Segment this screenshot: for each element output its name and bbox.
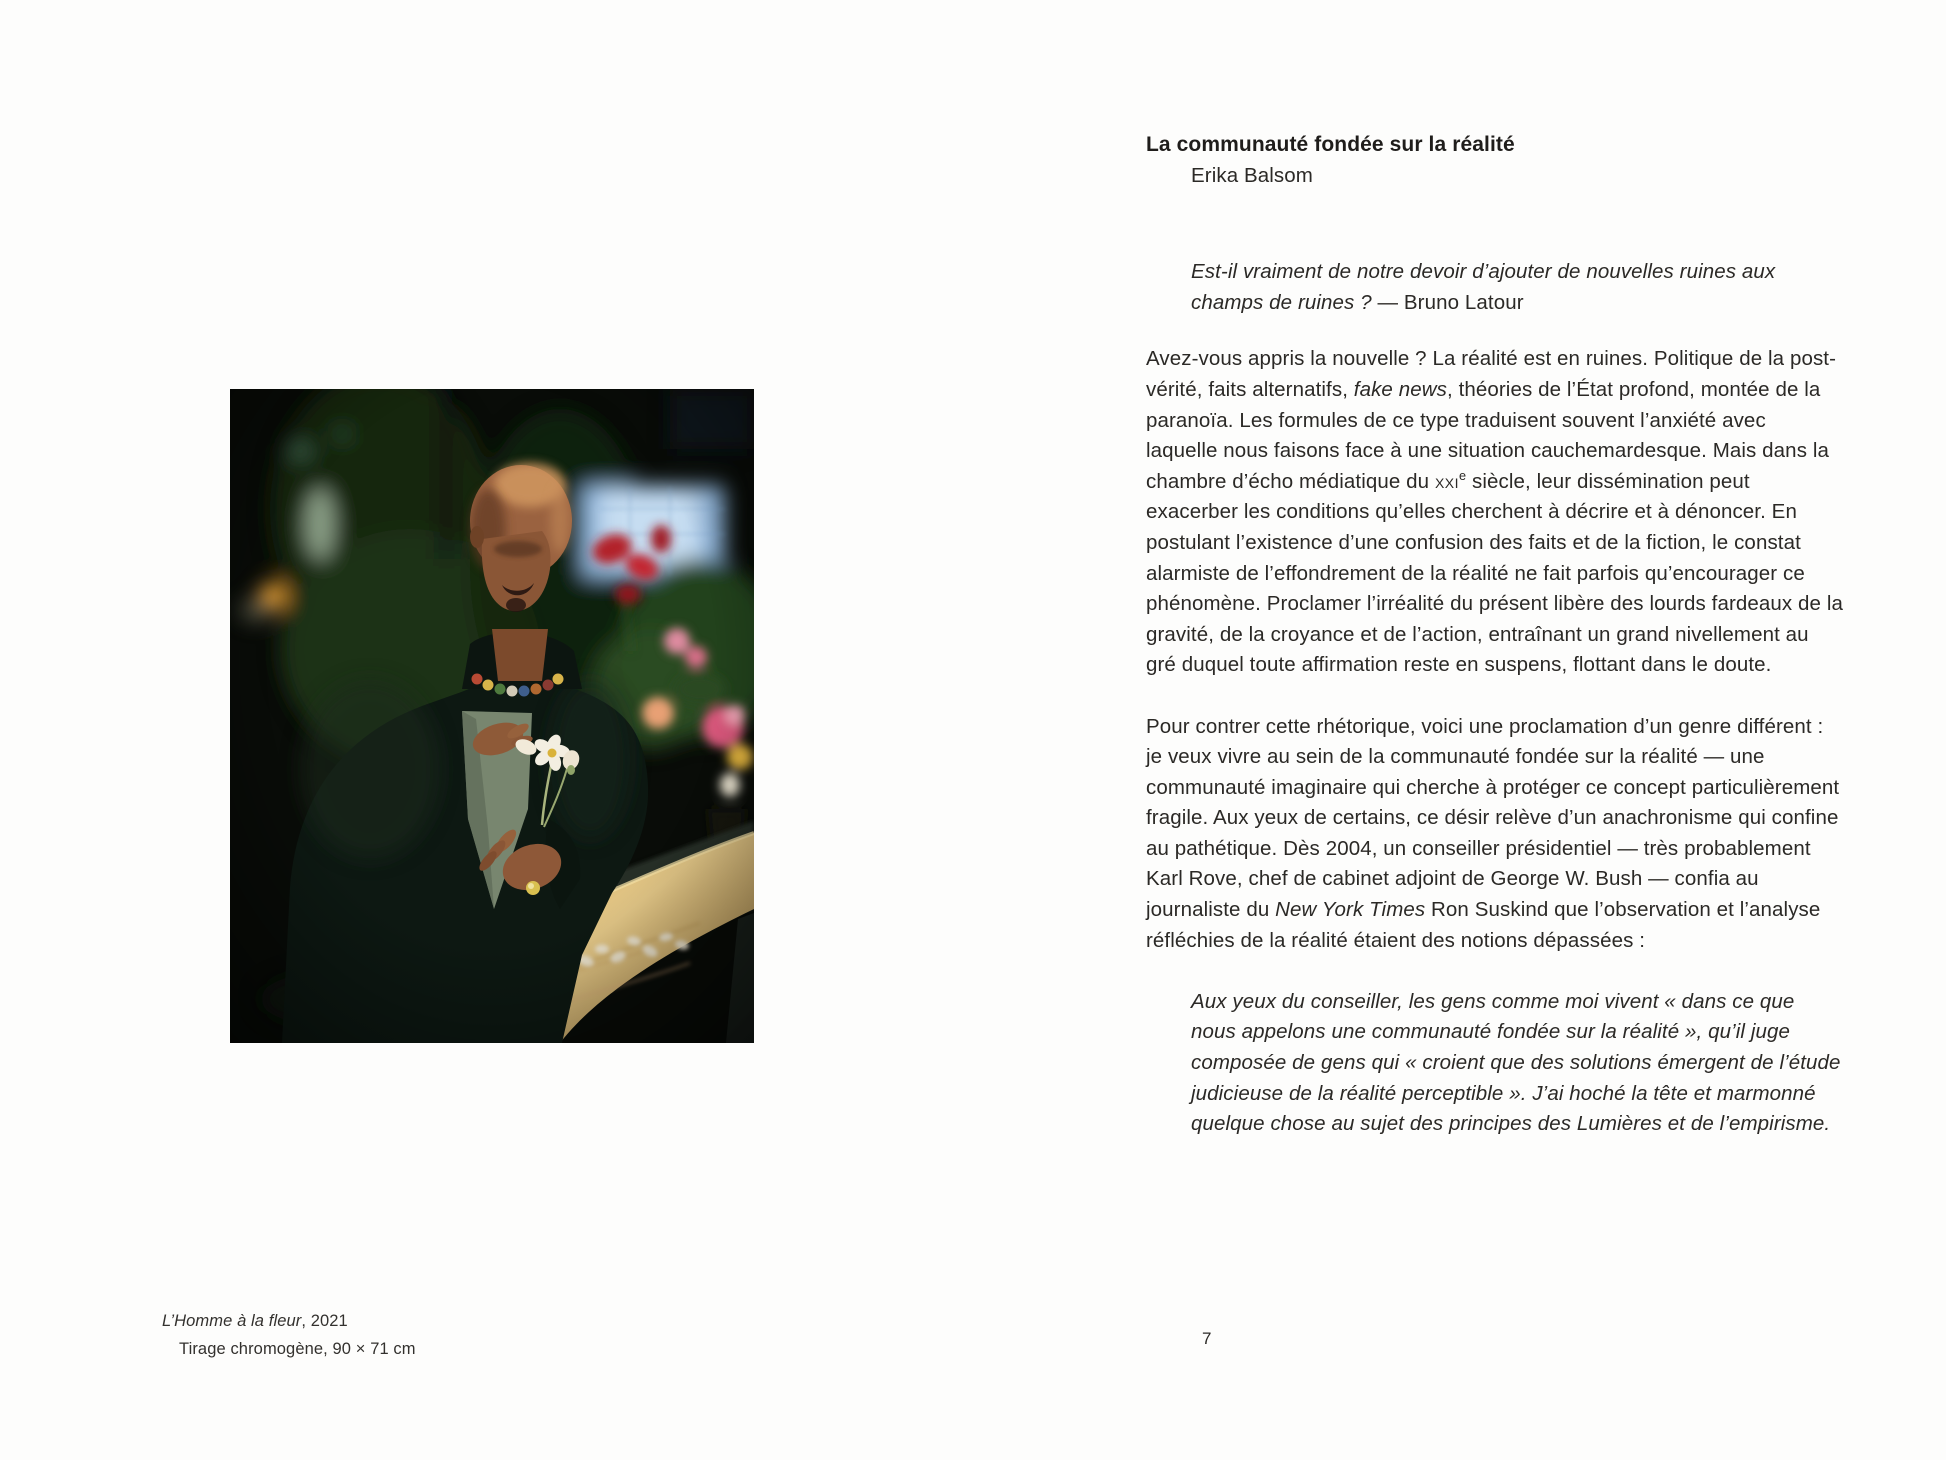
pull-quote: Aux yeux du conseiller, les gens comme moi vivent « dans ce que nous appelons une communauté fondée sur la réalité », qu’il juge composée de gens qui « croient que des solutions émergent de l’étude judicieuse de la réalité perceptible ». J’ai hoché la tête et marmonné quelque chose au sujet des principes des Lumières et de l’empirisme. <box>1191 989 1841 1136</box>
essay-column <box>1146 130 1843 1140</box>
essay-title: La communauté fondée sur la réalité <box>1146 133 1515 156</box>
page-number: 7 <box>1202 1329 1212 1348</box>
caption-year: , 2021 <box>301 1312 348 1330</box>
artwork-image <box>230 389 754 1043</box>
epigraph-attribution: — Bruno Latour <box>1377 290 1524 314</box>
caption-medium-line: Tirage chromogène, 90 × 71 cm <box>179 1340 416 1358</box>
artwork-caption <box>162 1307 416 1363</box>
caption-title-line <box>162 1307 416 1335</box>
essay-author: Erika Balsom <box>1191 163 1313 187</box>
essay-paragraph-1: Avez-vous appris la nouvelle ? La réalité est en ruines. Politique de la post-vérité, faits alternatifs, fake news, théories de l’État profond, montée de la paranoïa. Les formules de ce type traduisent souvent l’anxiété avec laquelle nous faisons face à une situation cauchemardesque. Mais dans la chambre d’écho médiatique du xxi$^e$ siècle, leur dissémination peut exacerber les conditions qu’elles cherchent à décrire et à dénoncer. En postulant l’existence d’une confusion des faits et de la fiction, le constat alarmiste de l’effondrement de la réalité ne fait parfois qu’encourager ce phénomène. Proclamer l’irréalité du présent libère des lourds fardeaux de la gravité, de la croyance et de l’action, entraînant un grand nivellement au gré duquel toute affirmation reste en suspens, flottant dans le doute. <box>1146 347 1844 677</box>
caption-artwork-title: L’Homme à la fleur <box>162 1312 302 1330</box>
epigraph-quote: Est-il vraiment de notre devoir d’ajouter de nouvelles ruines aux champs de ruines ? <box>1191 260 1776 314</box>
essay-paragraph-2: Pour contrer cette rhétorique, voici une proclamation d’un genre différent : je veux vivre au sein de la communauté fondée sur la réalité — une communauté imaginaire qui cherche à protéger ce concept particulièrement fragile. Aux yeux de certains, ce désir relève d’un anachronisme qui confine au pathétique. Dès 2004, un conseiller présidentiel — très probablement Karl Rove, chef de cabinet adjoint de George W. Bush — confia au journaliste du New York Times Ron Suskind que l’observation et l’analyse réfléchies de la réalité étaient des notions dépassées : <box>1146 714 1840 952</box>
artwork-photograph <box>230 389 754 1043</box>
epigraph <box>1146 257 1843 318</box>
